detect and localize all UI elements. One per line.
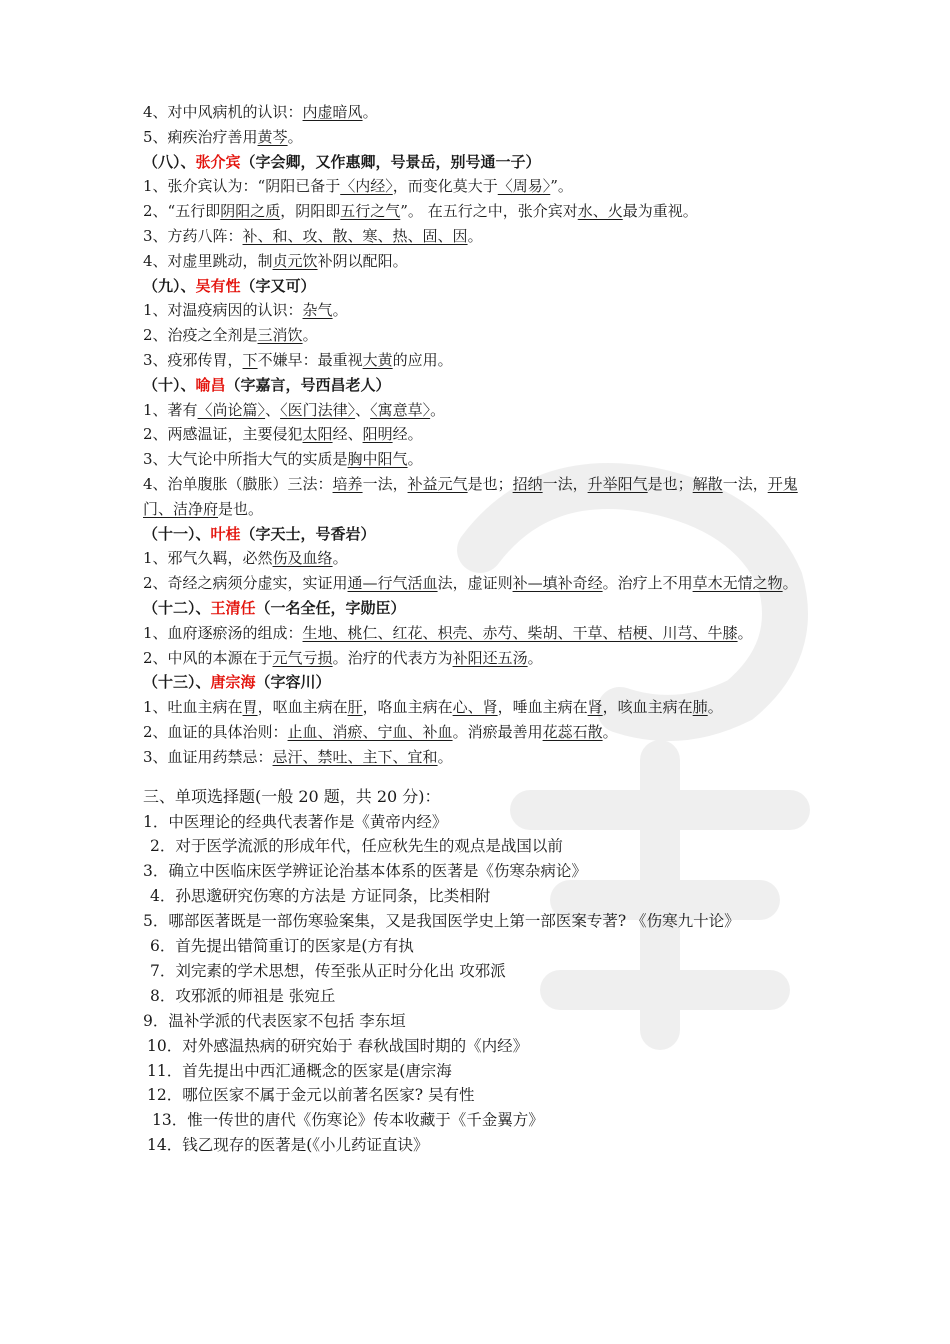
text-segment: 一法， bbox=[362, 474, 408, 493]
text-segment: 经。 bbox=[392, 425, 423, 444]
text-segment: 最为重视。 bbox=[622, 202, 698, 221]
text-segment: 的应用。 bbox=[392, 350, 453, 369]
text-line bbox=[143, 398, 823, 423]
answer-underlined: 太阳 bbox=[302, 425, 333, 444]
answer-underlined: 忌汗、禁吐、主下、宜和 bbox=[272, 747, 438, 766]
mc-item: 12．哪位医家不属于金元以前著名医家? 吴有性 bbox=[147, 1086, 475, 1105]
text-segment: 1、邪气久羁，必然 bbox=[143, 549, 273, 568]
text-segment: 不嫌早：最重视 bbox=[257, 350, 363, 369]
text-segment: 3、血证用药禁忌： bbox=[143, 747, 273, 766]
text-segment: 4、治单腹胀（臌胀）三法： bbox=[143, 474, 333, 493]
answer-underlined: 胸中阳气 bbox=[347, 450, 408, 469]
mc-item: 11．首先提出中西汇通概念的医家是(唐宗海 bbox=[147, 1061, 452, 1080]
text-line bbox=[143, 298, 823, 323]
answer-underlined: 补—填补奇经 bbox=[512, 574, 603, 593]
text-line bbox=[143, 224, 823, 249]
text-line bbox=[143, 125, 823, 150]
section-3-title: 三、单项选择题(一般 20 题，共 20 分)： bbox=[143, 786, 441, 806]
text-segment: 法，虚证则 bbox=[437, 574, 513, 593]
text-line bbox=[143, 100, 823, 125]
text-segment: ，阴阳即 bbox=[280, 202, 341, 221]
text-line bbox=[143, 174, 823, 199]
answer-underlined: 阴阳之质 bbox=[220, 202, 281, 221]
answer-underlined: 三消饮 bbox=[257, 326, 303, 345]
answer-underlined: 开鬼门、洁净府 bbox=[143, 474, 798, 518]
heading-wu-youxing: （九）、吴有性（字又可） bbox=[143, 276, 316, 295]
text-segment: 1、吐血主病在 bbox=[143, 698, 243, 717]
answer-underlined: 肝 bbox=[347, 698, 363, 717]
mc-item: 5．哪部医著既是一部伤寒验案集，又是我国医学史上第一部医案专著? 《伤寒九十论》 bbox=[143, 912, 740, 931]
answer-underlined: 升举阳气 bbox=[587, 474, 648, 493]
text-segment: 1、对温疫病因的认识： bbox=[143, 301, 303, 320]
text-segment: 。 bbox=[287, 127, 303, 146]
answer-underlined: 下 bbox=[242, 350, 258, 369]
text-segment: ，唾血主病在 bbox=[497, 698, 588, 717]
text-line bbox=[143, 571, 823, 596]
text-segment: 2、治疫之全剂是 bbox=[143, 326, 258, 345]
text-segment: 。治疗的代表方为 bbox=[332, 648, 453, 667]
mc-item: 8．攻邪派的师祖是 张宛丘 bbox=[150, 986, 336, 1005]
text-segment: 。 bbox=[407, 450, 423, 469]
text-segment: 2、血证的具体治则： bbox=[143, 722, 288, 741]
name-tang-zonghai: 唐宗海 bbox=[210, 673, 256, 692]
block-tang-zonghai bbox=[143, 695, 823, 769]
text-segment: 3、大气论中所指大气的实质是 bbox=[143, 450, 348, 469]
mc-item: 4．孙思邈研究伤寒的方法是 方证同条，比类相附 bbox=[150, 887, 491, 906]
answer-underlined: 胃 bbox=[242, 698, 258, 717]
text-segment: 。 bbox=[782, 574, 798, 593]
text-segment: 2、两感温证，主要侵犯 bbox=[143, 425, 303, 444]
text-line bbox=[143, 546, 823, 571]
text-line bbox=[143, 348, 823, 373]
mc-list bbox=[143, 810, 823, 1159]
text-segment: 5、痢疾治疗善用 bbox=[143, 127, 258, 146]
answer-underlined: 阳明 bbox=[362, 425, 393, 444]
block-yu-chang bbox=[143, 398, 823, 522]
block-wang-qingren bbox=[143, 621, 823, 671]
text-segment: 。 bbox=[437, 747, 453, 766]
answer-underlined: 草木无情之物 bbox=[692, 574, 783, 593]
answer-underlined: 补阳还五汤 bbox=[452, 648, 528, 667]
answer-underlined: 解散 bbox=[692, 474, 723, 493]
text-segment: ，而变化莫大于 bbox=[392, 177, 498, 196]
answer-underlined: 肺 bbox=[692, 698, 708, 717]
answer-underlined: 黄芩 bbox=[257, 127, 288, 146]
mc-item: 14．钱乙现存的医著是(《小儿药证直诀》 bbox=[147, 1136, 429, 1155]
mc-item: 3．确立中医临床医学辨证论治基本体系的医著是《伤寒杂病论》 bbox=[143, 862, 587, 881]
document-page bbox=[143, 100, 823, 1158]
answer-underlined: 花蕊石散 bbox=[542, 722, 603, 741]
block-wu-youxing bbox=[143, 298, 823, 372]
text-segment: 。 bbox=[602, 722, 618, 741]
mc-item: 10．对外感温热病的研究始于 春秋战国时期的《内经》 bbox=[147, 1036, 529, 1055]
text-segment: 。 bbox=[467, 226, 483, 245]
text-segment: 。 bbox=[527, 648, 543, 667]
text-segment: 。 bbox=[737, 623, 753, 642]
answer-underlined: 补益元气 bbox=[407, 474, 468, 493]
text-segment: 一法， bbox=[542, 474, 588, 493]
text-segment: 1、著有 bbox=[143, 400, 198, 419]
answer-underlined: 补、和、攻、散、寒、热、固、因 bbox=[242, 226, 468, 245]
answer-underlined: 元气亏损 bbox=[272, 648, 333, 667]
text-segment: 是也。 bbox=[218, 499, 264, 518]
answer-underlined: 伤及血络 bbox=[272, 549, 333, 568]
answer-underlined: 〈周易〉 bbox=[497, 177, 551, 196]
block-a bbox=[143, 100, 823, 150]
text-segment: 。 bbox=[430, 400, 446, 419]
answer-underlined: 五行之气 bbox=[340, 202, 401, 221]
answer-underlined: 〈内经〉 bbox=[340, 177, 393, 196]
name-wu-youxing: 吴有性 bbox=[195, 276, 241, 295]
text-line bbox=[143, 695, 823, 720]
answer-underlined: 生地、桃仁、红花、枳壳、赤芍、柴胡、干草、桔梗、川芎、牛膝 bbox=[302, 623, 738, 642]
heading-yu-chang: （十）、喻昌（字嘉言，号西昌老人） bbox=[143, 375, 391, 394]
name-wang-qingren: 王清任 bbox=[210, 598, 256, 617]
text-segment: 2、中风的本源在于 bbox=[143, 648, 273, 667]
answer-underlined: 培养 bbox=[332, 474, 363, 493]
answer-underlined: 水、火 bbox=[577, 202, 623, 221]
mc-item: 7．刘完素的学术思想，传至张从正时分化出 攻邪派 bbox=[150, 961, 506, 980]
text-segment: 、 bbox=[355, 400, 371, 419]
text-segment: ”。 在五行之中，张介宾对 bbox=[400, 202, 578, 221]
text-segment: 3、疫邪传胃， bbox=[143, 350, 243, 369]
answer-underlined: 心、肾 bbox=[452, 698, 498, 717]
name-zhang-jiebin: 张介宾 bbox=[195, 152, 241, 171]
answer-underlined: 杂气 bbox=[302, 301, 333, 320]
text-segment: 。 bbox=[332, 549, 348, 568]
text-line bbox=[143, 422, 823, 447]
text-segment: 。 bbox=[362, 103, 378, 121]
answer-underlined: 大黄 bbox=[362, 350, 393, 369]
mc-item: 2．对于医学流派的形成年代，任应秋先生的观点是战国以前 bbox=[150, 837, 563, 856]
text-segment: 是也； bbox=[647, 474, 693, 493]
mc-item: 9．温补学派的代表医家不包括 李东垣 bbox=[143, 1011, 406, 1030]
text-segment: 。治疗上不用 bbox=[602, 574, 693, 593]
text-segment: 4、对虚里跳动，制 bbox=[143, 251, 273, 270]
text-line bbox=[143, 720, 823, 745]
text-segment: 。 bbox=[302, 326, 318, 345]
text-segment: 1、张介宾认为：“阴阳已备于 bbox=[143, 177, 341, 196]
answer-underlined: 贞元饮 bbox=[272, 251, 318, 270]
answer-underlined: 招纳 bbox=[512, 474, 543, 493]
answer-underlined: 通—行气活血 bbox=[347, 574, 438, 593]
text-segment: 补阴以配阳。 bbox=[317, 251, 408, 270]
text-segment: 4、对中风病机的认识： bbox=[143, 103, 303, 121]
mc-item: 1．中医理论的经典代表著作是《黄帝内经》 bbox=[143, 812, 448, 831]
heading-ye-gui: （十一）、叶桂（字天士，号香岩） bbox=[143, 524, 376, 543]
text-segment: ，咯血主病在 bbox=[362, 698, 453, 717]
text-segment: 1、血府逐瘀汤的组成： bbox=[143, 623, 303, 642]
heading-zhang-jiebin: （八）、张介宾（字会卿，又作惠卿，号景岳，别号通一子） bbox=[143, 152, 541, 171]
mc-item: 13．惟一传世的唐代《伤寒论》传本收藏于《千金翼方》 bbox=[152, 1111, 544, 1130]
block-ye-gui bbox=[143, 546, 823, 596]
answer-underlined: 〈尚论篇〉 bbox=[197, 400, 266, 419]
text-line bbox=[143, 323, 823, 348]
heading-wang-qingren: （十二）、王清任（一名全任，字勋臣） bbox=[143, 598, 406, 617]
text-line bbox=[143, 472, 823, 522]
answer-underlined: 〈医门法律〉 bbox=[280, 400, 356, 419]
text-line bbox=[143, 745, 823, 770]
text-line bbox=[143, 646, 823, 671]
text-line bbox=[143, 621, 823, 646]
text-segment: 一法， bbox=[722, 474, 768, 493]
text-segment: ”。 bbox=[550, 177, 573, 196]
text-line bbox=[143, 249, 823, 274]
text-segment: 。 bbox=[332, 301, 348, 320]
text-segment: 3、方药八阵： bbox=[143, 226, 243, 245]
text-segment: ，呕血主病在 bbox=[257, 698, 348, 717]
block-zhang-jiebin bbox=[143, 174, 823, 273]
text-segment: 2、奇经之病须分虚实，实证用 bbox=[143, 574, 348, 593]
text-segment: 是也； bbox=[467, 474, 513, 493]
text-segment: 。消瘀最善用 bbox=[452, 722, 543, 741]
text-line bbox=[143, 447, 823, 472]
name-yu-chang: 喻昌 bbox=[195, 375, 226, 394]
mc-item: 6．首先提出错简重订的医家是(方有执 bbox=[150, 937, 414, 956]
answer-underlined: 〈寓意草〉 bbox=[370, 400, 431, 419]
text-segment: 经、 bbox=[332, 425, 363, 444]
heading-tang-zonghai: （十三）、唐宗海（字容川） bbox=[143, 673, 331, 692]
text-segment: 。 bbox=[707, 698, 723, 717]
text-segment: 、 bbox=[265, 400, 281, 419]
text-segment: 2、“五行即 bbox=[143, 202, 221, 221]
answer-underlined: 内虚暗风 bbox=[302, 103, 363, 121]
text-line bbox=[143, 199, 823, 224]
answer-underlined: 肾 bbox=[587, 698, 603, 717]
name-ye-gui: 叶桂 bbox=[210, 524, 241, 543]
answer-underlined: 止血、消瘀、宁血、补血 bbox=[287, 722, 453, 741]
text-segment: ，咳血主病在 bbox=[602, 698, 693, 717]
